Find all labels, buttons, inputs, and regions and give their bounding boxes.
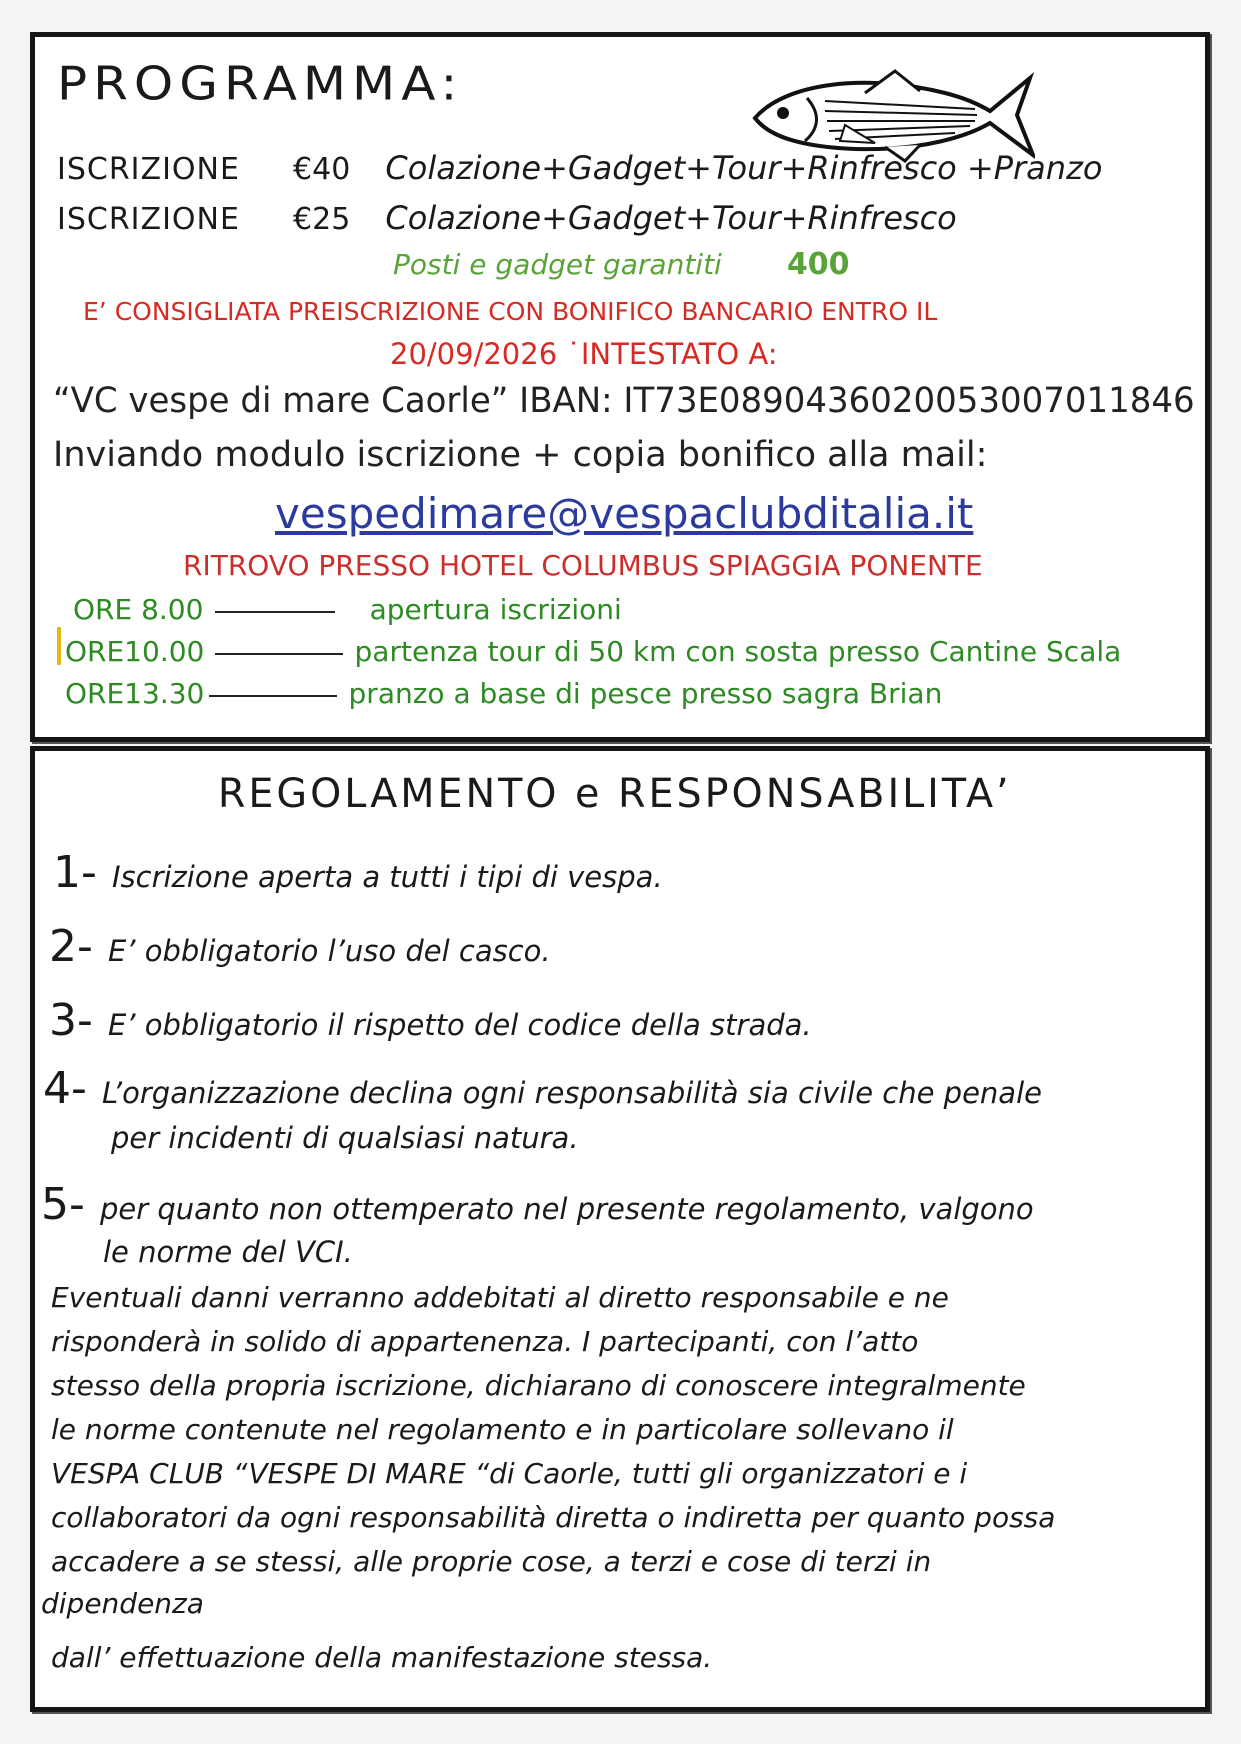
rule-number: 2- [49, 921, 93, 972]
rule-5 [41, 1179, 1034, 1230]
schedule-row-2 [65, 635, 1121, 668]
paragraph-line: dipendenza [41, 1587, 204, 1620]
paragraph-line: VESPA CLUB “VESPE DI MARE “di Caorle, tutti gli organizzatori e i [51, 1457, 968, 1490]
iscrizione-price: €25 [293, 202, 351, 237]
schedule-accent-bar [57, 627, 61, 665]
rule-text: E’ obbligatorio il rispetto del codice della strada. [107, 1008, 812, 1042]
posti-number: 400 [786, 247, 850, 282]
schedule-time: ORE 8.00 [73, 593, 204, 626]
invio-line: Inviando modulo iscrizione + copia bonifico alla mail: [53, 435, 988, 475]
posti-label: Posti e gadget garantiti [393, 248, 722, 281]
regolamento-section [30, 746, 1210, 1712]
iscrizione-desc: Colazione+Gadget+Tour+Rinfresco [385, 199, 957, 237]
fish-icon [745, 63, 1035, 163]
ritrovo-line: RITROVO PRESSO HOTEL COLUMBUS SPIAGGIA PONENTE [183, 549, 983, 582]
schedule-time: ORE13.30 [65, 677, 205, 710]
rule-text: per quanto non ottemperato nel presente regolamento, valgono [99, 1192, 1034, 1226]
iscrizione-row-2 [57, 199, 957, 237]
schedule-row-3 [65, 677, 942, 710]
regolamento-title: REGOLAMENTO e RESPONSABILITA’ [217, 771, 1012, 817]
schedule-dash [215, 653, 343, 655]
paragraph-line: accadere a se stessi, alle proprie cose, a terzi e cose di terzi in [51, 1545, 932, 1578]
schedule-desc: pranzo a base di pesce presso sagra Brian [348, 677, 943, 710]
schedule-desc: partenza tour di 50 km con sosta presso Cantine Scala [354, 635, 1122, 668]
iscrizione-label: ISCRIZIONE [57, 202, 240, 237]
preiscrizione-date: 20/09/2026 ˙INTESTATO A: [390, 337, 778, 371]
paragraph-line: risponderà in solido di appartenenza. I partecipanti, con l’atto [51, 1325, 919, 1358]
schedule-desc: apertura iscrizioni [369, 593, 622, 626]
rule-text: L’organizzazione declina ogni responsabilità sia civile che penale [101, 1076, 1042, 1110]
rule-1 [53, 847, 663, 898]
iscrizione-price: €40 [293, 152, 351, 187]
rule-4-line-2: per incidenti di qualsiasi natura. [111, 1121, 579, 1155]
paragraph-line: collaboratori da ogni responsabilità diretta o indiretta per quanto possa [51, 1501, 1056, 1534]
posti-garantiti [393, 247, 850, 282]
rule-number: 1- [53, 847, 97, 898]
rule-number: 4- [43, 1063, 87, 1114]
programma-title: PROGRAMMA: [57, 57, 464, 111]
schedule-dash [215, 611, 335, 613]
schedule-dash [209, 695, 337, 697]
preiscrizione-notice: E’ CONSIGLIATA PREISCRIZIONE CON BONIFICO BANCARIO ENTRO IL [83, 297, 938, 326]
iscrizione-label: ISCRIZIONE [57, 152, 240, 187]
rule-text: E’ obbligatorio l’uso del casco. [107, 934, 551, 968]
rule-3 [49, 995, 812, 1046]
iban-line: “VC vespe di mare Caorle” IBAN: IT73E0890436020053007011846 [53, 381, 1195, 421]
iscrizione-row-1 [57, 149, 1102, 187]
schedule-time: ORE10.00 [65, 635, 205, 668]
paragraph-line: Eventuali danni verranno addebitati al diretto responsabile e ne [51, 1281, 949, 1314]
rule-5-line-2: le norme del VCI. [103, 1235, 353, 1269]
rule-2 [49, 921, 551, 972]
schedule-row-1 [73, 593, 622, 626]
paragraph-line: stesso della propria iscrizione, dichiarano di conoscere integralmente [51, 1369, 1026, 1402]
paragraph-line: le norme contenute nel regolamento e in particolare sollevano il [51, 1413, 954, 1446]
programma-section [30, 32, 1210, 742]
email-link[interactable]: vespedimare@vespaclubditalia.it [275, 489, 974, 538]
iscrizione-desc: Colazione+Gadget+Tour+Rinfresco +Pranzo [385, 149, 1103, 187]
rule-number: 5- [41, 1179, 85, 1230]
rule-number: 3- [49, 995, 93, 1046]
rule-text: Iscrizione aperta a tutti i tipi di vespa. [111, 860, 663, 894]
paragraph-line: dall’ effettuazione della manifestazione stessa. [51, 1641, 713, 1674]
rule-4 [43, 1063, 1042, 1114]
